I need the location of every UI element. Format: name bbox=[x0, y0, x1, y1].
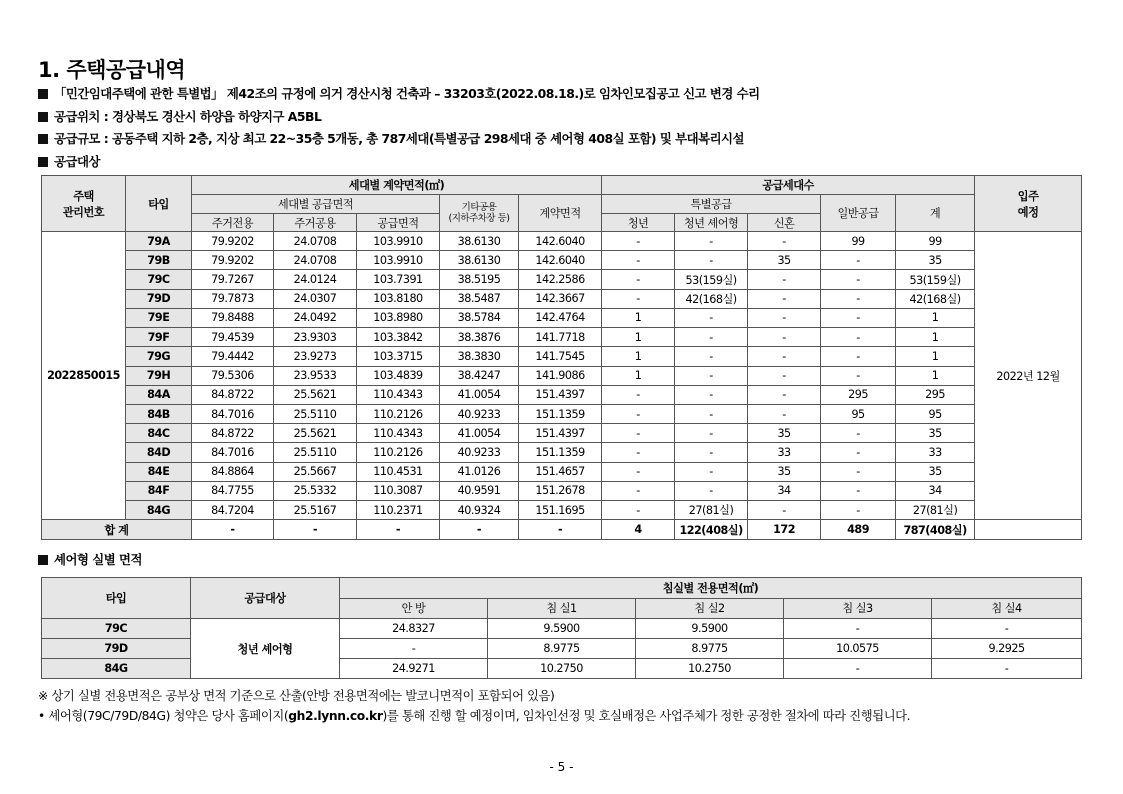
cell: 38.6130 bbox=[440, 232, 519, 251]
cell: 38.3876 bbox=[440, 328, 519, 347]
type-header: 타입 bbox=[126, 176, 192, 232]
supply-area-header: 공급면적 bbox=[357, 214, 440, 232]
homepage-link[interactable]: gh2.lynn.co.kr bbox=[288, 709, 383, 723]
cell: 79.9202 bbox=[192, 251, 274, 270]
cell: - bbox=[274, 520, 357, 540]
room4-header: 침 실4 bbox=[932, 598, 1082, 619]
table-row bbox=[42, 289, 1082, 308]
cell: 23.9303 bbox=[274, 328, 357, 347]
residential-common-header: 주거공용 bbox=[274, 214, 357, 232]
cell: 79.9202 bbox=[192, 232, 274, 251]
cell: 4 bbox=[602, 520, 675, 540]
total-header: 계 bbox=[896, 195, 975, 232]
cell: - bbox=[821, 462, 896, 481]
supply-area-group-header: 세대별 공급면적 bbox=[192, 195, 440, 214]
share-room-table bbox=[41, 577, 1082, 679]
type-cell: 79D bbox=[42, 639, 191, 659]
cell: - bbox=[748, 385, 821, 404]
cell: - bbox=[602, 424, 675, 443]
cell: 41.0126 bbox=[440, 462, 519, 481]
cell: - bbox=[748, 501, 821, 520]
bullet-item: 공급위치 : 경상북도 경산시 하양읍 하양지구 A5BL bbox=[38, 109, 1088, 132]
cell: - bbox=[748, 404, 821, 423]
cell: - bbox=[821, 270, 896, 289]
cell: - bbox=[602, 270, 675, 289]
cell: - bbox=[602, 251, 675, 270]
cell: - bbox=[821, 443, 896, 462]
cell: 24.0708 bbox=[274, 251, 357, 270]
square-bullet-icon bbox=[38, 157, 48, 167]
cell: - bbox=[340, 639, 488, 659]
cell: - bbox=[675, 385, 748, 404]
cell: - bbox=[675, 424, 748, 443]
cell: 35 bbox=[896, 251, 975, 270]
cell: 142.6040 bbox=[519, 251, 602, 270]
cell: 141.7545 bbox=[519, 347, 602, 366]
cell: 8.9775 bbox=[488, 639, 636, 659]
share-room-table-body bbox=[42, 619, 1082, 679]
cell: - bbox=[675, 443, 748, 462]
cell: - bbox=[821, 289, 896, 308]
cell: - bbox=[821, 328, 896, 347]
cell: - bbox=[192, 520, 274, 540]
cell: 1 bbox=[602, 366, 675, 385]
cell: - bbox=[748, 289, 821, 308]
cell: 110.4531 bbox=[357, 462, 440, 481]
cell: - bbox=[602, 289, 675, 308]
cell: 110.3087 bbox=[357, 481, 440, 500]
cell: 42(168실) bbox=[675, 289, 748, 308]
type-cell: 84G bbox=[126, 501, 192, 520]
cell: 79.5306 bbox=[192, 366, 274, 385]
cell: 34 bbox=[748, 481, 821, 500]
cell: - bbox=[748, 308, 821, 327]
cell: 25.5110 bbox=[274, 443, 357, 462]
cell: 1 bbox=[896, 366, 975, 385]
supply-table bbox=[41, 175, 1082, 540]
contract-total-header: 계약면적 bbox=[519, 195, 602, 232]
cell: 151.1359 bbox=[519, 404, 602, 423]
table-row bbox=[42, 501, 1082, 520]
cell: 151.1359 bbox=[519, 443, 602, 462]
share-target-header: 공급대상 bbox=[191, 578, 340, 619]
cell: 103.9910 bbox=[357, 232, 440, 251]
living-room-header: 안 방 bbox=[340, 598, 488, 619]
cell: 103.3842 bbox=[357, 328, 440, 347]
cell: - bbox=[602, 462, 675, 481]
cell: - bbox=[602, 501, 675, 520]
cell: 27(81실) bbox=[675, 501, 748, 520]
general-header: 일반공급 bbox=[821, 195, 896, 232]
type-cell: 84D bbox=[126, 443, 192, 462]
table-row bbox=[42, 424, 1082, 443]
supply-table-body bbox=[42, 232, 1082, 520]
total-label: 합 계 bbox=[42, 520, 192, 540]
cell: 41.0054 bbox=[440, 385, 519, 404]
cell: - bbox=[602, 404, 675, 423]
cell: 38.5195 bbox=[440, 270, 519, 289]
cell: 1 bbox=[896, 328, 975, 347]
cell: 10.0575 bbox=[784, 639, 932, 659]
cell: 35 bbox=[748, 251, 821, 270]
table-row bbox=[42, 385, 1082, 404]
type-cell: 79G bbox=[126, 347, 192, 366]
note-area-basis: ※ 상기 실별 전용면적은 공부상 면적 기준으로 산출(안방 전용면적에는 발코니면적이 포함되어 있음) bbox=[38, 689, 555, 703]
table-row bbox=[42, 481, 1082, 500]
cell: 103.7391 bbox=[357, 270, 440, 289]
cell: 489 bbox=[821, 520, 896, 540]
cell: 79.7267 bbox=[192, 270, 274, 289]
total-row bbox=[42, 520, 1082, 540]
cell: 23.9533 bbox=[274, 366, 357, 385]
cell: 79.4442 bbox=[192, 347, 274, 366]
cell: 35 bbox=[748, 462, 821, 481]
type-cell: 84B bbox=[126, 404, 192, 423]
cell: 38.5784 bbox=[440, 308, 519, 327]
cell: 10.2750 bbox=[636, 659, 784, 679]
page-number: - 5 - bbox=[549, 760, 574, 774]
cell: - bbox=[675, 462, 748, 481]
cell: 95 bbox=[821, 404, 896, 423]
cell: 99 bbox=[821, 232, 896, 251]
bullet-item: 공급규모 : 공동주택 지하 2층, 지상 최고 22~35층 5개동, 총 787세대(특별공급 298세대 중 셰어형 408실 포함) 및 부대복리시설 bbox=[38, 131, 1088, 154]
type-cell: 84C bbox=[126, 424, 192, 443]
cell: 84.8722 bbox=[192, 385, 274, 404]
cell: 110.2371 bbox=[357, 501, 440, 520]
cell: 110.2126 bbox=[357, 404, 440, 423]
youth-share-header: 청년 셰어형 bbox=[675, 214, 748, 232]
cell: 151.4397 bbox=[519, 424, 602, 443]
cell: 1 bbox=[602, 308, 675, 327]
cell: 27(81실) bbox=[896, 501, 975, 520]
cell: 25.5110 bbox=[274, 404, 357, 423]
cell: - bbox=[748, 347, 821, 366]
cell: 295 bbox=[821, 385, 896, 404]
cell: - bbox=[675, 347, 748, 366]
cell: 142.4764 bbox=[519, 308, 602, 327]
cell: 1 bbox=[896, 347, 975, 366]
table-row bbox=[42, 619, 1082, 639]
type-cell: 84G bbox=[42, 659, 191, 679]
cell: - bbox=[821, 308, 896, 327]
cell: 84.7755 bbox=[192, 481, 274, 500]
cell: 787(408실) bbox=[896, 520, 975, 540]
table-row bbox=[42, 347, 1082, 366]
table-row bbox=[42, 404, 1082, 423]
house-no-cell: 2022850015 bbox=[42, 232, 126, 520]
move-in-header: 입주 예정 bbox=[975, 176, 1082, 232]
cell: 25.5621 bbox=[274, 424, 357, 443]
cell: 41.0054 bbox=[440, 424, 519, 443]
square-bullet-icon bbox=[38, 89, 48, 99]
contract-area-header: 세대별 계약면적(㎡) bbox=[192, 176, 602, 195]
cell: - bbox=[602, 232, 675, 251]
cell: 95 bbox=[896, 404, 975, 423]
move-in-cell: 2022년 12월 bbox=[975, 232, 1082, 520]
cell: 151.1695 bbox=[519, 501, 602, 520]
type-cell: 84A bbox=[126, 385, 192, 404]
cell: - bbox=[519, 520, 602, 540]
cell: 151.4397 bbox=[519, 385, 602, 404]
section-title: 1. 주택공급내역 bbox=[38, 58, 186, 82]
other-common-header: 기타공용 (지하주차장 등) bbox=[440, 195, 519, 232]
cell: 24.0708 bbox=[274, 232, 357, 251]
cell: 38.5487 bbox=[440, 289, 519, 308]
cell: 142.6040 bbox=[519, 232, 602, 251]
cell: - bbox=[675, 308, 748, 327]
cell: 141.7718 bbox=[519, 328, 602, 347]
cell: 35 bbox=[896, 424, 975, 443]
cell: - bbox=[748, 366, 821, 385]
cell: 142.2586 bbox=[519, 270, 602, 289]
type-cell: 79C bbox=[126, 270, 192, 289]
type-cell: 84F bbox=[126, 481, 192, 500]
type-cell: 79F bbox=[126, 328, 192, 347]
cell: 142.3667 bbox=[519, 289, 602, 308]
cell: 103.4839 bbox=[357, 366, 440, 385]
cell: 40.9591 bbox=[440, 481, 519, 500]
cell: 25.5667 bbox=[274, 462, 357, 481]
type-cell: 84E bbox=[126, 462, 192, 481]
table-row bbox=[42, 328, 1082, 347]
cell: 84.7016 bbox=[192, 443, 274, 462]
cell: 33 bbox=[748, 443, 821, 462]
cell: 103.3715 bbox=[357, 347, 440, 366]
cell: 1 bbox=[602, 328, 675, 347]
type-cell: 79H bbox=[126, 366, 192, 385]
cell: 84.7016 bbox=[192, 404, 274, 423]
cell bbox=[975, 520, 1082, 540]
cell: 9.5900 bbox=[488, 619, 636, 639]
special-header: 특별공급 bbox=[602, 195, 821, 214]
cell: 24.8327 bbox=[340, 619, 488, 639]
cell: 38.4247 bbox=[440, 366, 519, 385]
room3-header: 침 실3 bbox=[784, 598, 932, 619]
cell: 33 bbox=[896, 443, 975, 462]
cell: 24.0492 bbox=[274, 308, 357, 327]
cell: 25.5167 bbox=[274, 501, 357, 520]
room-area-header: 침실별 전용면적(㎡) bbox=[340, 578, 1082, 599]
cell: 25.5621 bbox=[274, 385, 357, 404]
cell: - bbox=[675, 328, 748, 347]
cell: - bbox=[602, 385, 675, 404]
type-cell: 79B bbox=[126, 251, 192, 270]
cell: 38.6130 bbox=[440, 251, 519, 270]
cell: 9.5900 bbox=[636, 619, 784, 639]
room1-header: 침 실1 bbox=[488, 598, 636, 619]
cell: 110.2126 bbox=[357, 443, 440, 462]
cell: - bbox=[602, 481, 675, 500]
cell: 110.4343 bbox=[357, 385, 440, 404]
cell: - bbox=[675, 404, 748, 423]
square-bullet-icon bbox=[38, 555, 48, 565]
cell: 79.4539 bbox=[192, 328, 274, 347]
cell: - bbox=[602, 443, 675, 462]
room2-header: 침 실2 bbox=[636, 598, 784, 619]
cell: 84.7204 bbox=[192, 501, 274, 520]
cell: 53(159실) bbox=[675, 270, 748, 289]
table-row bbox=[42, 443, 1082, 462]
cell: 99 bbox=[896, 232, 975, 251]
notes bbox=[38, 688, 1098, 728]
table-row bbox=[42, 232, 1082, 251]
cell: 9.2925 bbox=[932, 639, 1082, 659]
cell: 23.9273 bbox=[274, 347, 357, 366]
cell: 24.0307 bbox=[274, 289, 357, 308]
cell: - bbox=[821, 501, 896, 520]
bullet-item: 공급대상 bbox=[38, 154, 1088, 177]
cell: 40.9233 bbox=[440, 443, 519, 462]
cell: 295 bbox=[896, 385, 975, 404]
cell: - bbox=[748, 232, 821, 251]
cell: 1 bbox=[602, 347, 675, 366]
cell: 84.8722 bbox=[192, 424, 274, 443]
cell: 1 bbox=[896, 308, 975, 327]
bullet-item: 「민간임대주택에 관한 특별법」 제42조의 규정에 의거 경산시청 건축과 – 33203호(2022.08.18.)로 임차인모집공고 신고 변경 수리 bbox=[38, 86, 1088, 109]
cell: 25.5332 bbox=[274, 481, 357, 500]
cell: 103.8980 bbox=[357, 308, 440, 327]
cell: 79.7873 bbox=[192, 289, 274, 308]
type-cell: 79E bbox=[126, 308, 192, 327]
cell: - bbox=[821, 366, 896, 385]
table-row bbox=[42, 462, 1082, 481]
cell: 35 bbox=[896, 462, 975, 481]
note-share-application: • 셰어형(79C/79D/84G) 청약은 당사 홈페이지(gh2.lynn.co.kr)를 통해 진행 할 예정이며, 임차인선정 및 호실배정은 사업주체가 정한 공정한 절차에 따라 진행됩니다. bbox=[38, 709, 911, 723]
cell: 151.2678 bbox=[519, 481, 602, 500]
type-cell: 79D bbox=[126, 289, 192, 308]
share-type-header: 타입 bbox=[42, 578, 191, 619]
cell: - bbox=[932, 619, 1082, 639]
cell: - bbox=[932, 659, 1082, 679]
cell: 103.9910 bbox=[357, 251, 440, 270]
cell: 172 bbox=[748, 520, 821, 540]
newlywed-header: 신혼 bbox=[748, 214, 821, 232]
cell: - bbox=[675, 366, 748, 385]
type-cell: 79C bbox=[42, 619, 191, 639]
bullet-list bbox=[38, 86, 1088, 176]
cell: 122(408실) bbox=[675, 520, 748, 540]
cell: - bbox=[821, 347, 896, 366]
share-target-cell: 청년 셰어형 bbox=[191, 619, 340, 679]
cell: 24.0124 bbox=[274, 270, 357, 289]
cell: - bbox=[748, 328, 821, 347]
cell: 40.9233 bbox=[440, 404, 519, 423]
cell: - bbox=[784, 619, 932, 639]
table-row bbox=[42, 270, 1082, 289]
cell: 8.9775 bbox=[636, 639, 784, 659]
cell: 110.4343 bbox=[357, 424, 440, 443]
cell: 40.9324 bbox=[440, 501, 519, 520]
cell: 38.3830 bbox=[440, 347, 519, 366]
square-bullet-icon bbox=[38, 134, 48, 144]
cell: 34 bbox=[896, 481, 975, 500]
cell: 10.2750 bbox=[488, 659, 636, 679]
cell: 35 bbox=[748, 424, 821, 443]
cell: - bbox=[784, 659, 932, 679]
share-section-title: 셰어형 실별 면적 bbox=[38, 550, 142, 568]
cell: 53(159실) bbox=[896, 270, 975, 289]
cell: - bbox=[675, 481, 748, 500]
cell: 42(168실) bbox=[896, 289, 975, 308]
house-no-header: 주택 관리번호 bbox=[42, 176, 126, 232]
cell: - bbox=[440, 520, 519, 540]
cell: - bbox=[821, 424, 896, 443]
cell: - bbox=[821, 481, 896, 500]
cell: - bbox=[357, 520, 440, 540]
cell: - bbox=[821, 251, 896, 270]
households-header: 공급세대수 bbox=[602, 176, 975, 195]
cell: - bbox=[748, 270, 821, 289]
type-cell: 79A bbox=[126, 232, 192, 251]
cell: 24.9271 bbox=[340, 659, 488, 679]
youth-header: 청년 bbox=[602, 214, 675, 232]
table-row bbox=[42, 251, 1082, 270]
cell: 141.9086 bbox=[519, 366, 602, 385]
cell: 103.8180 bbox=[357, 289, 440, 308]
table-row bbox=[42, 366, 1082, 385]
cell: 79.8488 bbox=[192, 308, 274, 327]
cell: 151.4657 bbox=[519, 462, 602, 481]
cell: - bbox=[675, 251, 748, 270]
square-bullet-icon bbox=[38, 112, 48, 122]
cell: 84.8864 bbox=[192, 462, 274, 481]
table-row bbox=[42, 308, 1082, 327]
residential-exclusive-header: 주거전용 bbox=[192, 214, 274, 232]
cell: - bbox=[675, 232, 748, 251]
